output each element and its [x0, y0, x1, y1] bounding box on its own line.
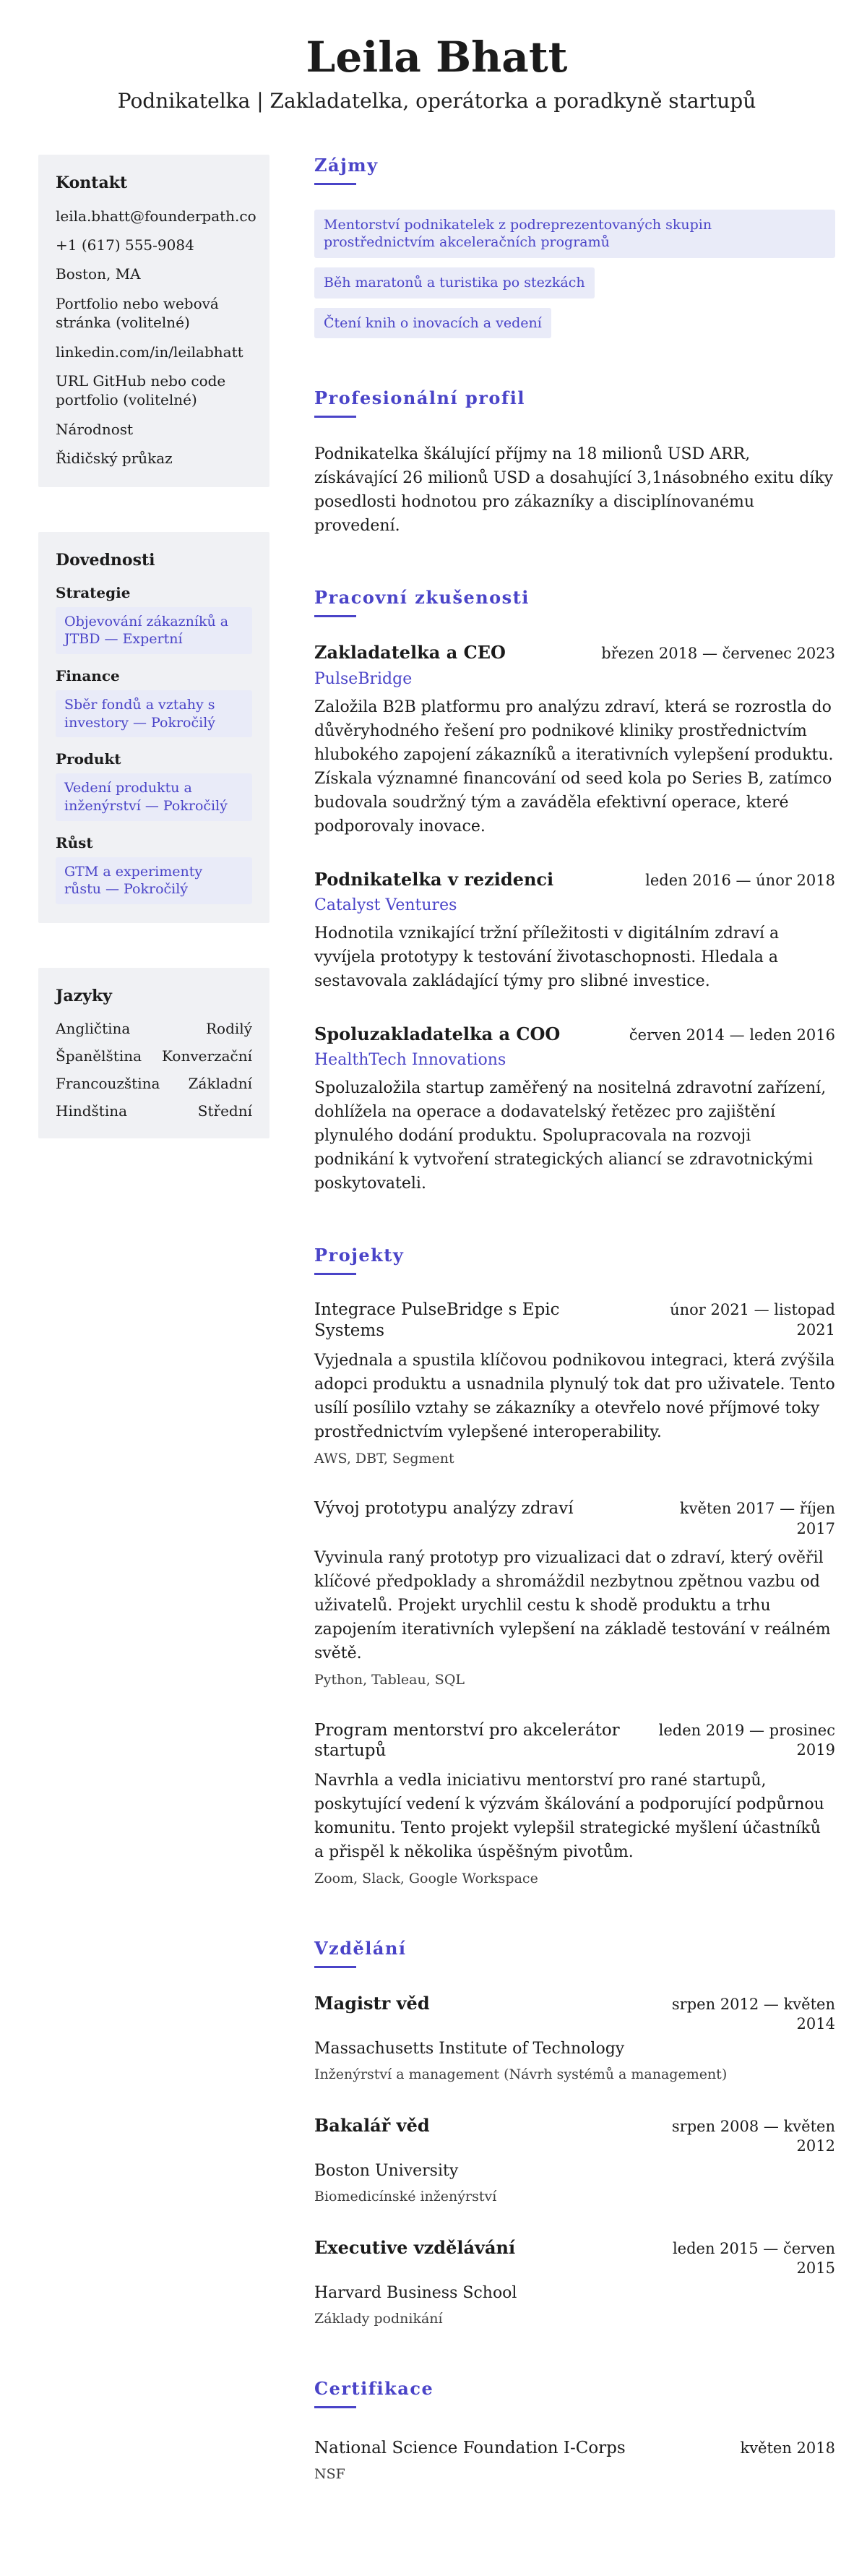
projects-section	[314, 1245, 835, 1889]
education-detail: Základy podnikání	[314, 2310, 443, 2327]
job-dates: leden 2016 — únor 2018	[645, 871, 835, 889]
entry-head	[314, 1023, 835, 1045]
section-heading-certifications: Certifikace	[314, 2377, 434, 2399]
project-dates: únor 2021 — listopad 2021	[670, 1301, 835, 1339]
project-tools: Python, Tableau, SQL	[314, 1672, 465, 1688]
language-level: Střední	[197, 1102, 252, 1120]
skills-section	[38, 532, 269, 924]
skill-chip: Sběr fondů a vztahy s investory — Pokročilý	[56, 690, 252, 737]
job-description: Založila B2B platformu pro analýzu zdraví, která se rozrostla do důvěryhodného řešení pro podnikové kliniky prostřednictvím hlubokého zapojení zákazníků a iterativních vylepšení produktu. Získala významné financování od seed kola po Series B, zatímco budovala soudržný tým a zaváděla efektivní operace, které podporovaly inovace.	[314, 697, 834, 836]
section-heading-projects: Projekty	[314, 1245, 405, 1266]
skill-chip: Objevování zákazníků a JTBD — Expertní	[56, 607, 252, 654]
education-detail: Biomedicínské inženýrství	[314, 2189, 497, 2205]
job-dates: březen 2018 — červenec 2023	[601, 645, 835, 663]
job-description: Spoluzaložila startup zaměřený na nositelná zdravotní zařízení, dohlížela na operace a dodavatelský řetězec pro zajištění plynulého dodání produktu. Spolupracovala na rozvoji podnikání k vytvoření strategických aliancí se zdravotnickými poskytovateli.	[314, 1079, 827, 1193]
contact-section-title: Kontakt	[56, 173, 128, 192]
entry-head	[314, 1720, 835, 1762]
person-tagline: Podnikatelka | Zakladatelka, operátorka a poradkyně startupů	[117, 88, 756, 113]
education-detail: Inženýrství a management (Návrh systémů a management)	[314, 2066, 728, 2083]
section-rule	[314, 183, 356, 185]
school-name: Boston University	[314, 2162, 459, 2181]
interest-chips	[314, 210, 835, 339]
project-title: Program mentorství pro akcelerátor startupů	[314, 1720, 620, 1761]
section-rule	[314, 1966, 356, 1968]
education-dates: leden 2015 — červen 2015	[672, 2239, 835, 2277]
project-description: Navrhla a vedla iniciativu mentorství pro rané startupů, poskytující vedení k výzvám škálování a podporující podpůrnou komunitu. Tento projekt vylepšil strategické myšlení účastníků a přispěl k několika úspěšným pivotům.	[314, 1772, 824, 1862]
section-heading-education: Vzdělání	[314, 1937, 407, 1959]
job-description: Hodnotila vznikající tržní příležitosti v digitálním zdraví a vyvíjela prototypy k testování životaschopnosti. Hledala a sestavovala zakládající týmy pro slibné investice.	[314, 924, 780, 991]
education-entry	[314, 2115, 835, 2207]
contact-linkedin: linkedin.com/in/leilabhatt	[56, 343, 243, 361]
skill-category: Finance	[56, 666, 120, 684]
project-title: Vývoj prototypu analýzy zdraví	[314, 1499, 574, 1519]
experience-entry	[314, 642, 835, 838]
job-dates: červen 2014 — leden 2016	[629, 1026, 835, 1044]
interests-section	[314, 155, 835, 339]
languages-section-title: Jazyky	[56, 987, 112, 1006]
education-dates: srpen 2008 — květen 2012	[671, 2117, 835, 2155]
language-name: Španělština	[56, 1047, 142, 1065]
certifications-section	[314, 2378, 835, 2484]
degree-title: Executive vzdělávání	[314, 2236, 516, 2258]
education-section	[314, 1938, 835, 2329]
certification-issuer: NSF	[314, 2465, 345, 2482]
certification-entry	[314, 2433, 835, 2484]
certification-dates: květen 2018	[740, 2439, 835, 2457]
company-link[interactable]: PulseBridge	[314, 669, 413, 688]
experience-entry	[314, 1023, 835, 1195]
sidebar	[38, 155, 269, 1183]
project-description: Vyvinula raný prototyp pro vizualizaci dat o zdraví, který ověřil klíčové předpoklady a shromáždil nezbytnou zpětnou vazbu od uživatelů. Projekt urychlil cestu k shodě produktu a trhu zapojením iterativních vylepšení na základě testování v reálném světě.	[314, 1549, 831, 1663]
contact-email: leila.bhatt@founderpath.co	[56, 207, 256, 225]
section-rule	[314, 615, 356, 617]
experience-entry	[314, 869, 835, 993]
resume-header	[38, 33, 835, 113]
section-heading-interests: Zájmy	[314, 154, 379, 176]
project-dates: květen 2017 — říjen 2017	[679, 1500, 835, 1537]
contact-portfolio: Portfolio nebo webová stránka (volitelné)	[56, 294, 219, 332]
language-level: Základní	[188, 1075, 252, 1093]
skill-category: Strategie	[56, 583, 131, 601]
skill-category: Produkt	[56, 750, 121, 768]
language-row	[56, 1047, 252, 1065]
interest-chip: Mentorství podnikatelek z podreprezentovaných skupin prostřednictvím akceleračních programů	[314, 210, 835, 258]
language-row	[56, 1102, 252, 1120]
entry-head	[314, 642, 835, 664]
main-column	[314, 155, 835, 2533]
interest-chip: Čtení knih o inovacích a vedení	[314, 308, 551, 339]
entry-head	[314, 2433, 835, 2460]
entry-head	[314, 2237, 835, 2279]
school-name: Massachusetts Institute of Technology	[314, 2040, 625, 2058]
project-tools: Zoom, Slack, Google Workspace	[314, 1871, 538, 1887]
contact-nationality: Národnost	[56, 420, 134, 438]
skill-group	[56, 584, 252, 654]
language-level: Rodilý	[206, 1020, 252, 1038]
contact-phone: +1 (617) 555-9084	[56, 236, 194, 254]
job-title: Podnikatelka v rezidenci	[314, 868, 554, 890]
section-rule	[314, 416, 356, 418]
language-level: Konverzační	[162, 1047, 252, 1065]
project-description: Vyjednala a spustila klíčovou podnikovou integraci, která zvýšila adopci produktu a usnadnila plynulý tok dat pro uživatele. Tento usílí posílilo vztahy se zákazníky a otevřelo nové příjmové toky prostřednictvím vylepšené interoperability.	[314, 1351, 835, 1441]
school-name: Harvard Business School	[314, 2284, 517, 2303]
languages-section	[38, 968, 269, 1138]
skill-chip: GTM a experimenty růstu — Pokročilý	[56, 857, 252, 904]
content-columns	[38, 155, 835, 2533]
education-dates: srpen 2012 — květen 2014	[671, 1995, 835, 2033]
contact-github: URL GitHub nebo code portfolio (volitelné)	[56, 372, 226, 409]
project-title: Integrace PulseBridge s Epic Systems	[314, 1300, 560, 1341]
language-name: Hindština	[56, 1102, 128, 1120]
language-name: Angličtina	[56, 1020, 131, 1038]
entry-head	[314, 869, 835, 890]
certification-name: National Science Foundation I-Corps	[314, 2438, 626, 2457]
language-row	[56, 1075, 252, 1092]
skills-section-title: Dovednosti	[56, 550, 155, 570]
job-title: Spoluzakladatelka a COO	[314, 1023, 561, 1045]
language-row	[56, 1020, 252, 1037]
section-heading-experience: Pracovní zkušenosti	[314, 587, 530, 609]
degree-title: Bakalář věd	[314, 2114, 430, 2136]
contact-section	[38, 155, 269, 487]
job-title: Zakladatelka a CEO	[314, 642, 506, 664]
company-link[interactable]: Catalyst Ventures	[314, 896, 457, 915]
project-entry	[314, 1498, 835, 1689]
language-name: Francouzština	[56, 1075, 160, 1093]
interest-chip: Běh maratonů a turistika po stezkách	[314, 267, 595, 299]
education-entry	[314, 1993, 835, 2085]
skill-chip: Vedení produktu a inženýrství — Pokročilý	[56, 773, 252, 820]
project-dates: leden 2019 — prosinec 2019	[658, 1721, 835, 1759]
skill-category: Růst	[56, 833, 93, 851]
project-entry	[314, 1720, 835, 1889]
experience-section	[314, 587, 835, 1195]
entry-head	[314, 1300, 835, 1341]
contact-driving-license: Řidičský průkaz	[56, 450, 173, 468]
project-tools: AWS, DBT, Segment	[314, 1450, 454, 1467]
profile-section	[314, 387, 835, 538]
education-entry	[314, 2237, 835, 2329]
section-rule	[314, 2406, 356, 2408]
person-name: Leila Bhatt	[306, 33, 568, 82]
skill-group	[56, 667, 252, 737]
skill-group	[56, 750, 252, 820]
skill-group	[56, 834, 252, 904]
company-link[interactable]: HealthTech Innovations	[314, 1051, 506, 1070]
degree-title: Magistr věd	[314, 1992, 430, 2014]
contact-location: Boston, MA	[56, 265, 141, 283]
contact-list	[56, 207, 256, 468]
project-entry	[314, 1300, 835, 1468]
profile-text: Podnikatelka škálující příjmy na 18 milionů USD ARR, získávající 26 milionů USD a dosahující 3,1násobného exitu díky posedlosti hodnotou pro zákazníky a disciplínovanému provedení.	[314, 445, 834, 536]
entry-head	[314, 1498, 835, 1539]
entry-head	[314, 1993, 835, 2035]
section-heading-profile: Profesionální profil	[314, 387, 525, 409]
entry-head	[314, 2115, 835, 2157]
section-rule	[314, 1273, 356, 1275]
